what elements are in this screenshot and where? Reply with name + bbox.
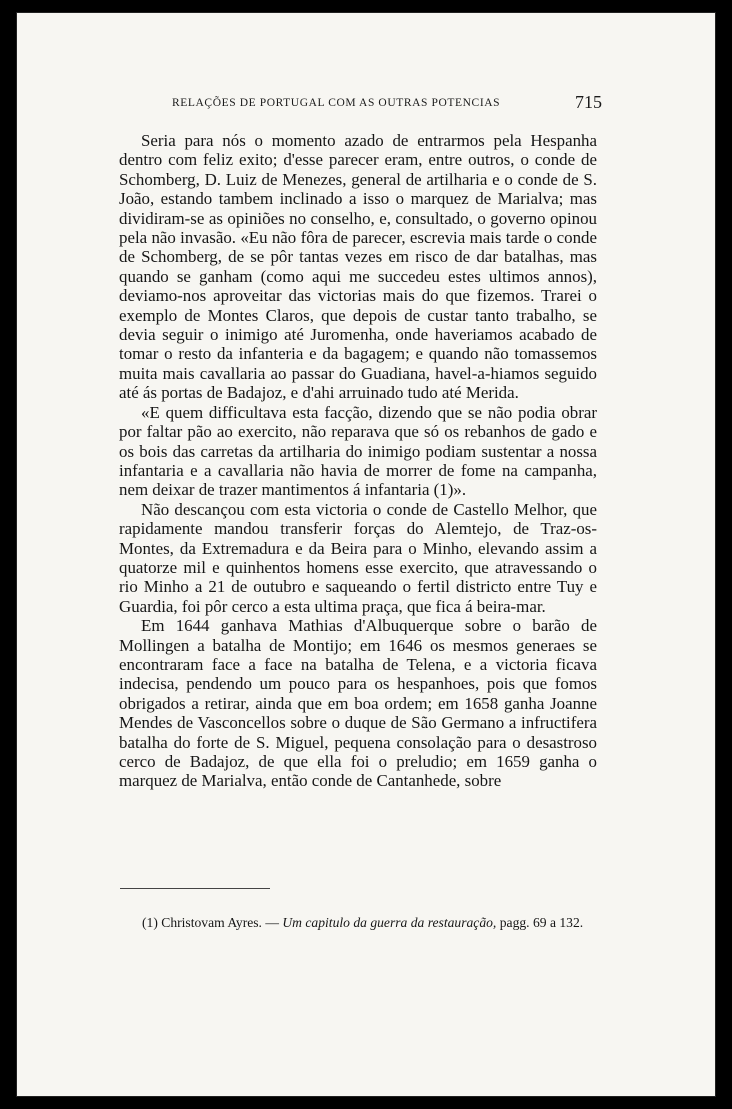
footnote-rule: [120, 888, 270, 889]
paragraph: Em 1644 ganhava Mathias d'Albuquerque sobre o barão de Mollingen a batalha de Montijo; em 1646 os mesmos generaes se encontraram face a face na batalha de Telena, e a victoria ficava indecisa, pendendo um pouco para os hespanhoes, pois que fomos obrigados a retirar, ainda que em boa ordem; em 1658 ganha Joanne Mendes de Vasconcellos sobre o duque de São Germano a infructifera batalha do forte de S. Miguel, pequena consolação para o desastroso cerco de Badajoz, de que ella foi o preludio; em 1659 ganha o marquez de Marialva, então conde de Cantanhede, sobre: [119, 616, 597, 791]
paragraph: «E quem difficultava esta facção, dizendo que se não podia obrar por faltar pão ao exercito, não reparava que só os rebanhos de gado e os bois das carretas da artilharia do inimigo podiam sustentar a nossa infantaria e a cavallaria não havia de morrer de fome na campanha, nem deixar de trazer mantimentos á infantaria (1)».: [119, 402, 597, 500]
paragraph: Seria para nós o momento azado de entrarmos pela Hespanha dentro com feliz exito; d'esse parecer eram, entre outros, o conde de Schomberg, D. Luiz de Menezes, general de artilharia e o conde de S. João, estando tambem inclinado a isso o marquez de Marialva; mas dividiram-se as opiniões no conselho, e, consultado, o governo opinou pela não invasão. «Eu não fôra de parecer, escrevia mais tarde o conde de Schomberg, de se pôr tantas vezes em risco de dar batalhas, mas quando se ganham (como aqui me succedeu estes ultimos annos), deviamo-nos aproveitar das victorias mais do que fizemos. Trarei o exemplo de Montes Claros, que depois de custar tanto trabalho, se devia seguir o inimigo até Juromenha, onde haveriamos acabado de tomar o resto da infanteria e da bagagem; e quando não tomassemos muita mais cavallaria ao passar do Guadiana, havel-a-hiamos seguido até ás portas de Badajoz, e d'ahi arruinado tudo até Merida.: [119, 131, 597, 403]
footnote-title: Um capitulo da guerra da restauração,: [282, 915, 497, 930]
footnote: [120, 915, 597, 931]
body-text: [119, 131, 597, 791]
paragraph: Não descançou com esta victoria o conde de Castello Melhor, que rapidamente mandou transferir forças do Alemtejo, de Traz-os-Montes, da Extremadura e da Beira para o Minho, elevando assim a quatorze mil e quinhentos homens esse exercito, que atravessando o rio Minho a 21 de outubro e saqueando o fertil districto entre Tuy e Guardia, foi pôr cerco a esta ultima praça, que fica á beira-mar.: [119, 499, 597, 616]
running-head: RELAÇÕES DE PORTUGAL COM AS OUTRAS POTENCIAS: [172, 97, 501, 109]
page-header: [172, 94, 602, 120]
page-number: 715: [575, 92, 602, 112]
footnote-pages: pagg. 69 a 132.: [499, 915, 584, 930]
footnote-marker: (1) Christovam Ayres. —: [142, 915, 279, 930]
